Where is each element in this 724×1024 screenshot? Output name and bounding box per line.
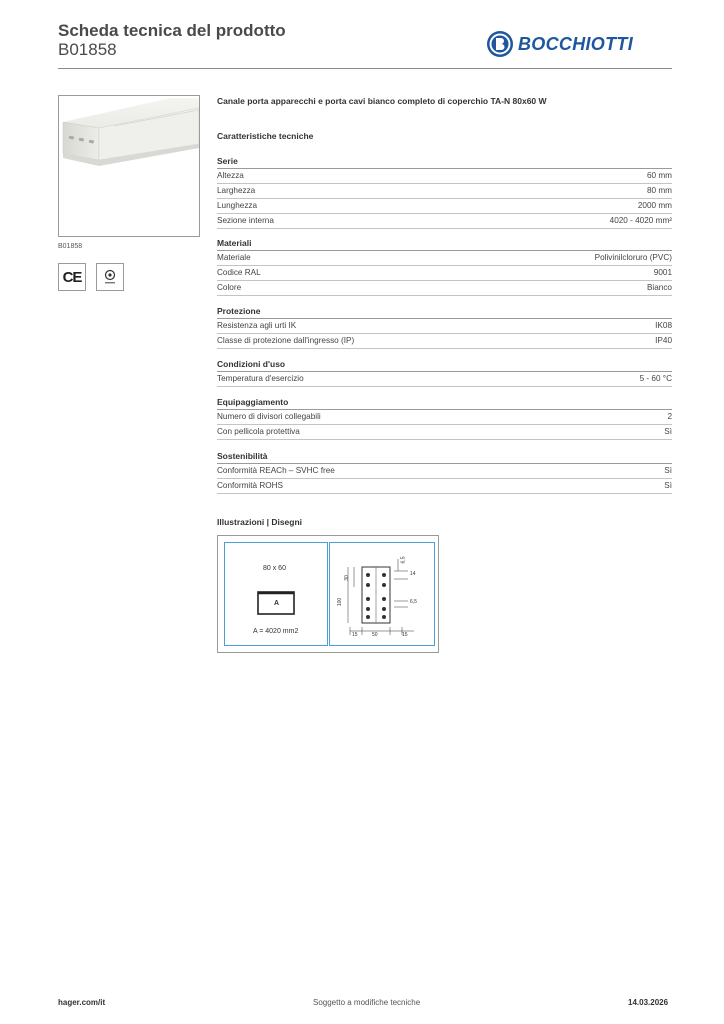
spec-row bbox=[217, 372, 672, 387]
spec-label: Classe di protezione dall'ingresso (IP) bbox=[217, 336, 355, 345]
spec-row bbox=[217, 319, 672, 334]
spec-value: IP40 bbox=[655, 336, 672, 345]
brand-logo bbox=[486, 29, 633, 59]
section-title: Protezione bbox=[217, 305, 672, 319]
spec-value: Polivinilcloruro (PVC) bbox=[594, 253, 672, 262]
footer-date: 14.03.2026 bbox=[628, 998, 669, 1007]
product-code: B01858 bbox=[58, 40, 117, 59]
cert-seal-icon bbox=[100, 267, 120, 287]
spec-label: Materiale bbox=[217, 253, 251, 262]
spec-row bbox=[217, 251, 672, 266]
spec-value: 80 mm bbox=[646, 186, 672, 195]
dim-label: 15 bbox=[352, 632, 358, 638]
spec-value: 2000 mm bbox=[637, 201, 672, 210]
dim-label: 50 bbox=[372, 632, 378, 638]
spec-value: 5 - 60 °C bbox=[639, 374, 672, 383]
section-equipaggiamento bbox=[217, 396, 672, 440]
spec-row bbox=[217, 214, 672, 229]
section-letter: A bbox=[274, 600, 280, 607]
section-protezione bbox=[217, 305, 672, 349]
header-divider bbox=[58, 68, 672, 69]
product-image bbox=[58, 95, 200, 237]
spec-value: 9001 bbox=[653, 268, 672, 277]
spec-value: Sì bbox=[664, 427, 672, 436]
spec-row bbox=[217, 425, 672, 440]
dim-label: 100 bbox=[337, 597, 344, 607]
section-condizioni bbox=[217, 358, 672, 387]
spec-value: 2 bbox=[667, 412, 672, 421]
section-title: Equipaggiamento bbox=[217, 396, 672, 410]
dim-label: 30 bbox=[343, 575, 350, 581]
spec-label: Conformità REACh – SVHC free bbox=[217, 466, 335, 475]
section-title: Materiali bbox=[217, 237, 672, 251]
spec-row bbox=[217, 464, 672, 479]
footer-website[interactable]: hager.com/it bbox=[58, 998, 106, 1007]
dim-label: 14 bbox=[410, 571, 416, 577]
spec-row bbox=[217, 169, 672, 184]
ce-mark bbox=[58, 263, 86, 291]
tech-heading: Caratteristiche tecniche bbox=[217, 131, 314, 141]
spec-label: Codice RAL bbox=[217, 268, 261, 277]
spec-value: 60 mm bbox=[646, 171, 672, 180]
dim-label: 6,5 bbox=[410, 599, 417, 605]
cable-duct-illustration bbox=[59, 96, 199, 236]
spec-label: Con pellicola protettiva bbox=[217, 427, 300, 436]
spec-label: Colore bbox=[217, 283, 242, 292]
illustrations-heading: Illustrazioni | Disegni bbox=[217, 517, 303, 527]
spec-row bbox=[217, 199, 672, 214]
spec-row bbox=[217, 266, 672, 281]
section-title: Serie bbox=[217, 155, 672, 169]
section-materiali bbox=[217, 237, 672, 296]
spec-value: Sì bbox=[664, 481, 672, 490]
dim-label: 6,5 bbox=[400, 556, 407, 564]
section-sostenibilita bbox=[217, 450, 672, 494]
certification-icon bbox=[96, 263, 124, 291]
spec-row bbox=[217, 184, 672, 199]
spec-label: Altezza bbox=[217, 171, 244, 180]
image-caption: B01858 bbox=[58, 243, 83, 250]
footer-notice: Soggetto a modifiche tecniche bbox=[313, 998, 421, 1007]
spec-label: Sezione interna bbox=[217, 216, 274, 225]
spec-row bbox=[217, 479, 672, 494]
dim-label: 15 bbox=[402, 632, 408, 638]
spec-label: Numero di divisori collegabili bbox=[217, 412, 321, 421]
area-label: A = 4020 mm2 bbox=[253, 628, 299, 635]
spec-value: 4020 - 4020 mm² bbox=[609, 216, 672, 225]
brand-name: BOCCHIOTTI bbox=[518, 33, 633, 54]
product-description: Canale porta apparecchi e porta cavi bianco completo di coperchio TA-N 80x60 W bbox=[217, 96, 547, 106]
cross-section-panel bbox=[224, 542, 328, 646]
spec-value: IK08 bbox=[655, 321, 672, 330]
spec-label: Conformità ROHS bbox=[217, 481, 283, 490]
spec-row bbox=[217, 410, 672, 425]
spec-label: Lunghezza bbox=[217, 201, 258, 210]
section-serie bbox=[217, 155, 672, 229]
ce-mark-label: CE bbox=[62, 268, 82, 286]
spec-label: Temperatura d'esercizio bbox=[217, 374, 304, 383]
size-label: 80 x 60 bbox=[263, 565, 286, 572]
spec-value: Bianco bbox=[646, 283, 672, 292]
section-title: Condizioni d'uso bbox=[217, 358, 672, 372]
spec-row bbox=[217, 281, 672, 296]
section-title: Sostenibilità bbox=[217, 450, 672, 464]
spec-label: Larghezza bbox=[217, 186, 256, 195]
duct-front-drawing bbox=[330, 543, 434, 645]
illustrations-frame bbox=[217, 535, 439, 653]
spec-label: Resistenza agli urti IK bbox=[217, 321, 297, 330]
spec-value: Sì bbox=[664, 466, 672, 475]
page-title: Scheda tecnica del prodotto bbox=[58, 21, 286, 40]
dimension-drawing-panel bbox=[329, 542, 435, 646]
bocchiotti-logo-icon bbox=[486, 30, 514, 58]
spec-row bbox=[217, 334, 672, 349]
